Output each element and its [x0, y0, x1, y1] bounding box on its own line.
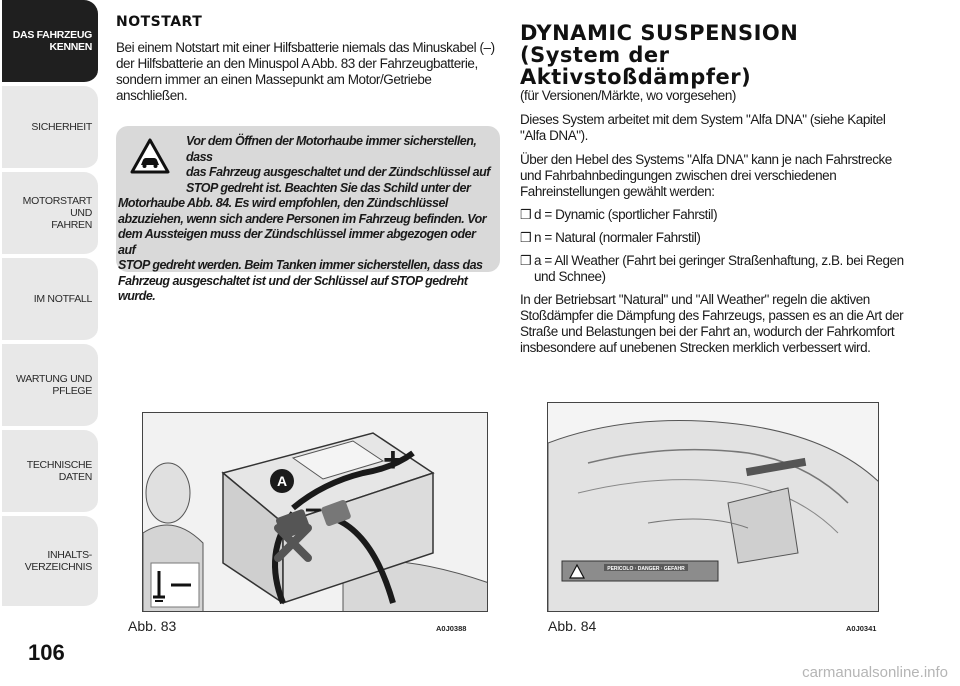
- text-line: Straße und Belastungen bei der Fahrt an, wodurch der Fahrkomfort: [520, 324, 895, 339]
- figure-battery-illustration: [142, 412, 488, 612]
- figure-83-code: A0J0388: [436, 624, 467, 633]
- marker-a-label: A: [276, 473, 288, 489]
- checkbox-bullet-icon: ❒: [520, 253, 532, 268]
- text-line: In der Betriebsart "Natural" und "All Weather" regeln die aktiven: [520, 292, 870, 307]
- minus-sign-label: –: [305, 492, 322, 525]
- text-line: der Hilfsbatterie an den Minuspol A Abb. 83 der Fahrzeugbatterie,: [116, 56, 478, 71]
- hood-label-text: PERICOLO · DANGER · GEFAHR: [607, 565, 685, 572]
- left-column: [116, 14, 500, 303]
- tab-sicherheit[interactable]: SICHERHEIT: [2, 86, 98, 170]
- warning-line: abzuziehen, wenn sich andere Personen im Fahrzeug befinden. Vor: [118, 211, 487, 226]
- text-line: insbesondere auf unebenen Strecken merklich verbessert wird.: [520, 340, 871, 355]
- warning-line: dem Aussteigen muss der Zündschlüssel immer abgezogen oder auf: [118, 227, 476, 257]
- right-column: [520, 22, 904, 356]
- warning-car-icon: [130, 138, 170, 174]
- warning-text: [116, 134, 490, 305]
- warning-line: Motorhaube Abb. 84. Es wird empfohlen, den Zündschlüssel: [118, 196, 448, 210]
- warning-line: Vor dem Öffnen der Motorhaube immer sicherstellen, dass: [186, 134, 477, 164]
- tab-das-fahrzeug-kennen[interactable]: DAS FAHRZEUG KENNEN: [2, 0, 98, 84]
- heading-line: DYNAMIC SUSPENSION: [520, 21, 799, 45]
- paragraph-alfa-dna: [520, 112, 904, 144]
- tab-motorstart-und-fahren[interactable]: MOTORSTART UND FAHREN: [2, 172, 98, 256]
- figure-84-caption: Abb. 84: [548, 618, 597, 634]
- text-line: Dieses System arbeitet mit dem System "Alfa DNA" (siehe Kapitel: [520, 112, 886, 127]
- text-line: n = Natural (normaler Fahrstil): [534, 230, 701, 245]
- checkbox-bullet-icon: ❒: [520, 230, 532, 245]
- hood-drawing: [548, 403, 879, 612]
- heading-line: (System der Aktivstoßdämpfer): [520, 43, 752, 89]
- battery-drawing: [143, 413, 488, 612]
- text-line: und Fahrbahnbedingungen zwischen drei verschiedenen: [520, 168, 837, 183]
- versions-note: (für Versionen/Märkte, wo vorgesehen): [520, 88, 736, 103]
- tab-wartung-und-pflege[interactable]: WARTUNG UND PFLEGE: [2, 344, 98, 428]
- paragraph-hebel: [520, 152, 904, 200]
- watermark: carmanualsonline.info: [802, 664, 948, 681]
- tab-im-notfall[interactable]: IM NOTFALL: [2, 258, 98, 342]
- text-line: und Schnee): [534, 269, 606, 284]
- tab-technische-daten[interactable]: TECHNISCHE DATEN: [2, 430, 98, 514]
- section-heading-notstart: NOTSTART: [116, 14, 203, 30]
- warning-line: STOP gedreht werden. Beim Tanken immer sicherstellen, dass das: [118, 258, 483, 272]
- warning-line: Fahrzeug ausgeschaltet ist und der Schlüssel auf STOP gedreht wurde.: [118, 273, 468, 303]
- warning-line: STOP gedreht ist. Beachten Sie das Schild unter der: [186, 180, 471, 195]
- checkbox-bullet-icon: ❒: [520, 207, 532, 222]
- warning-line: das Fahrzeug ausgeschaltet und der Zündschlüssel auf: [186, 165, 490, 179]
- list-item-dynamic: [520, 207, 904, 223]
- notstart-paragraph: [116, 40, 500, 104]
- tab-inhaltsverzeichnis[interactable]: INHALTS- VERZEICHNIS: [2, 516, 98, 608]
- chapter-sidebar: [0, 0, 100, 686]
- text-line: Über den Hebel des Systems "Alfa DNA" kann je nach Fahrstrecke: [520, 152, 892, 167]
- paragraph-natural-all-weather: [520, 292, 904, 356]
- figure-83-caption: Abb. 83: [128, 618, 177, 634]
- text-line: "Alfa DNA").: [520, 128, 588, 143]
- plus-sign-label: +: [383, 441, 403, 479]
- text-line: Stoßdämpfer die Dämpfung des Fahrzeugs, passen es an die Art der: [520, 308, 904, 323]
- figure-hood-label: [547, 402, 879, 612]
- text-line: d = Dynamic (sportlicher Fahrstil): [534, 207, 718, 222]
- text-line: Fahreinstellungen gewählt werden:: [520, 184, 715, 199]
- text-line: a = All Weather (Fahrt bei geringer Straßenhaftung, z.B. bei Regen: [534, 253, 904, 268]
- figure-84-code: A0J0341: [846, 624, 877, 633]
- text-line: sondern immer an einen Massepunkt am Motor/Getriebe anschließen.: [116, 72, 432, 103]
- text-line: Bei einem Notstart mit einer Hilfsbatterie niemals das Minuskabel (–): [116, 40, 495, 55]
- section-heading-dynamic-suspension: [520, 22, 904, 88]
- list-item-natural: [520, 230, 904, 246]
- list-item-all-weather: [520, 253, 904, 285]
- warning-box: [116, 126, 500, 303]
- page-number: 106: [28, 640, 65, 665]
